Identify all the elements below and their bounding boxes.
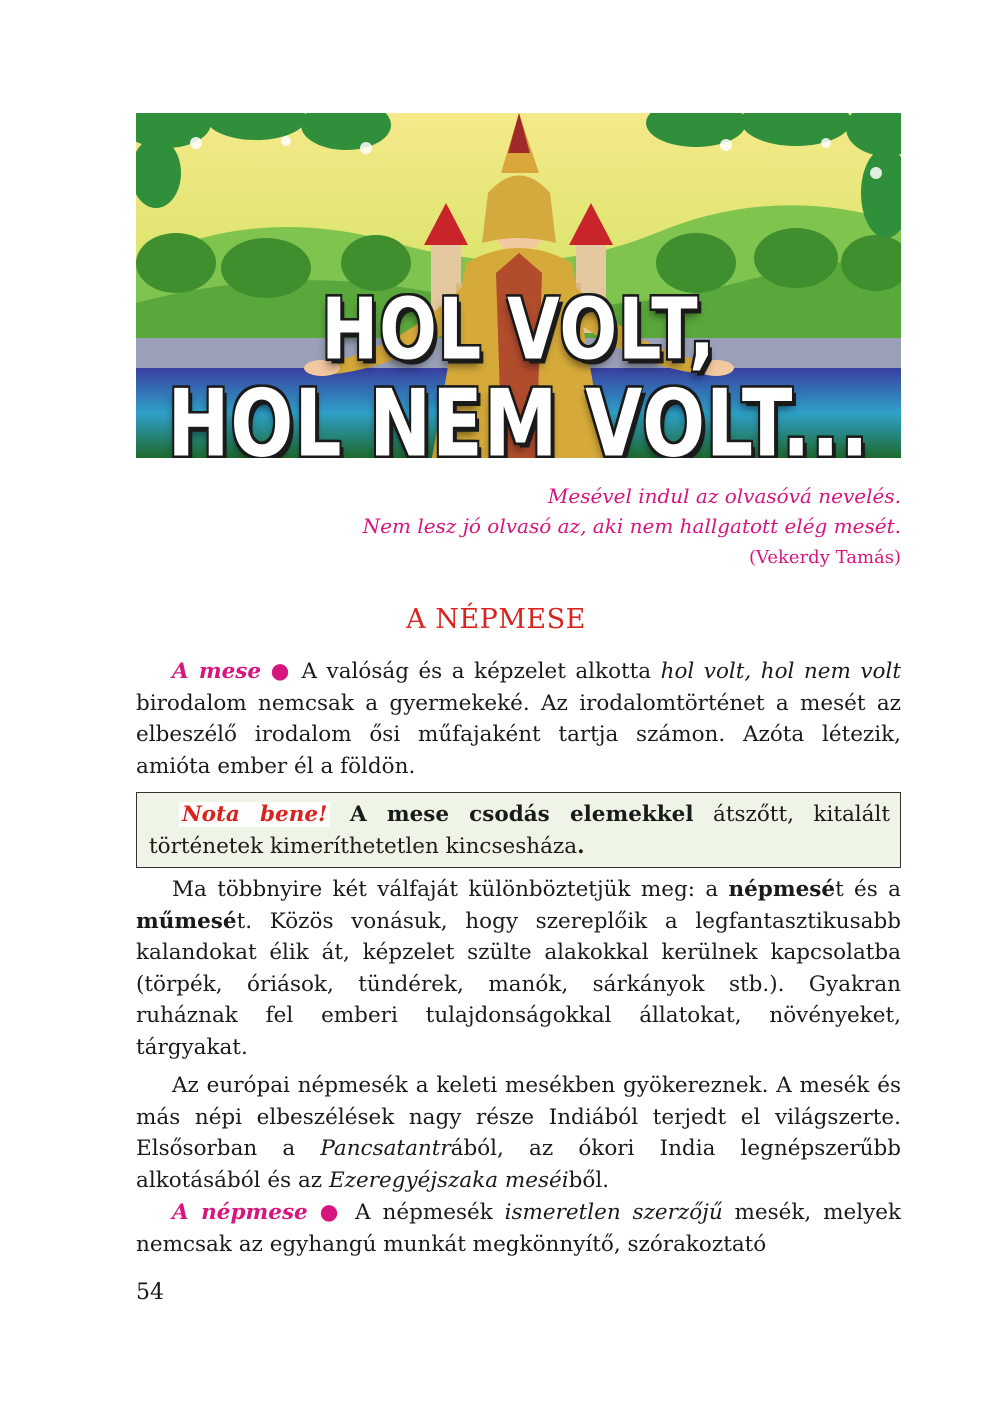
term-nepmese-bold: népmesé [728,877,836,902]
page-number: 54 [136,1280,164,1305]
paragraph-europai-nepmesek [136,1070,901,1196]
bullet-icon: ● [270,659,293,684]
motto-line2: Nem lesz jó olvasó az, aki nem hallgatott elég mesét. [362,514,901,538]
motto-line1: Mesével indul az olvasóvá nevelés. [547,484,901,508]
paragraph-text: t. Közös vonásuk, hogy szereplőik a legfantasztikusabb kalandokat élik át, képzelet szülte alakokkal kerülnek kapcsolatba (törpék, óriások, tündérek, manók, sárkányok stb.). Gyakran ruháznak fel emberi tulajdonságokkal állatokat, növényeket, tárgyakat. [136,908,901,1060]
term-mumese-bold: műmesé [136,908,237,934]
bullet-icon: ● [319,1200,344,1225]
paragraph-italic: hol volt, hol nem volt [660,659,901,684]
banner-title-line1: HOL VOLT, [321,281,716,380]
paragraph-italic: Pancsatantr [320,1136,451,1161]
paragraph-text: ből. [568,1167,610,1193]
paragraph-text: Ma többnyire két válfaját különböztetjük meg: a [172,877,729,902]
title-banner-illustration [136,113,901,458]
paragraph-nepmese [136,1197,901,1260]
paragraph-italic: Ezeregyéjszaka meséi [328,1167,569,1193]
nota-bold: A mese csodás elemekkel [349,802,694,827]
paragraph-text: Az európai népmesék a keleti mesékben gyökereznek. A mesék és más népi elbeszélések nagy része Indiából terjedt el világszerte. Elsősorban a [136,1073,901,1161]
paragraph-text: mesék, melyek nemcsak az egyhangú munkát megkönnyítő, szórakoztató [136,1200,901,1257]
paragraph-text: A népmesék [343,1200,505,1225]
nota-bold-period: . [577,833,585,859]
motto-author: (Vekerdy Tamás) [749,547,901,568]
paragraph-text: ából, az ókori India legnépszerűbb alkotásából és az [136,1136,901,1193]
paragraph-valfajok [136,874,901,1063]
paragraph-text: A valóság és a képzelet alkotta [292,659,661,684]
nota-text: átszőtt, kitalált történetek kimeríthetetlen kincsesháza [149,802,890,859]
nota-bene-label: Nota bene! [179,802,330,827]
term-nepmese: A népmese [172,1200,308,1225]
paragraph-italic: ismeretlen szerzőjű [504,1200,723,1225]
section-title: A NÉPMESE [406,604,586,635]
term-mese: A mese [172,659,262,684]
paragraph-text: t és a [835,877,901,902]
banner-title-line2: HOL NEM VOLT... [167,370,870,458]
paragraph-text: birodalom nemcsak a gyermekeké. Az irodalomtörténet a mesét az elbeszélő irodalom ősi műfajaként tartja számon. Azóta létezik, amióta ember él a földön. [136,690,901,779]
nota-bene-box [136,792,901,868]
paragraph-mese [136,656,901,782]
